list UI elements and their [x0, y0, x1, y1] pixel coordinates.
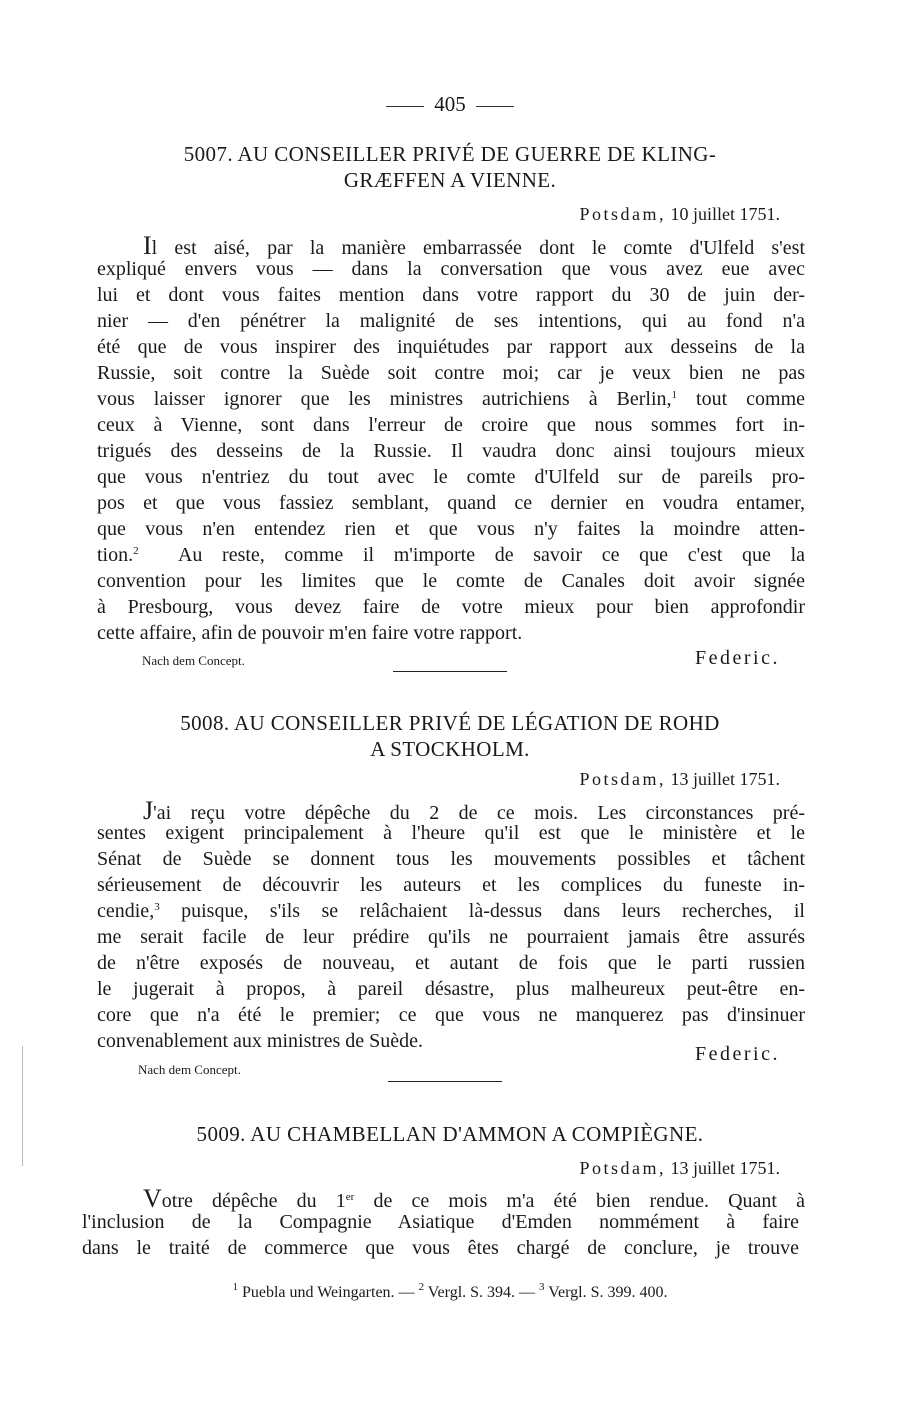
letter-5007-line: convention pour les limites que le comte de Canales doit avoir signée — [97, 570, 805, 592]
letter-5007-text: tout comme — [677, 388, 805, 410]
letter-5007-line — [143, 231, 805, 261]
separator-rule — [393, 671, 507, 672]
letter-5009-dateline — [579, 1158, 780, 1179]
letter-5007-line: à Presbourg, vous devez faire de votre mieux pour bien approfondir — [97, 596, 805, 618]
footnotes — [0, 1281, 900, 1302]
letter-5007-line: Russie, soit contre la Suède soit contre moi; car je veux bien ne pas — [97, 362, 805, 384]
letter-5008-line: de n'être exposés de nouveau, et autant de fois que le parti russien — [97, 952, 805, 974]
letter-5007-text: Au reste, comme il m'importe de savoir ce que c'est que la — [177, 544, 806, 566]
letter-5007-place: Potsdam, — [579, 204, 666, 224]
letter-5007-heading-line1: 5007. AU CONSEILLER PRIVÉ DE GUERRE DE KLING- — [183, 142, 717, 166]
letter-5008-line: sérieusement de découvrir les auteurs et les complices du funeste in- — [97, 874, 805, 896]
letter-5007-line: trigués des desseins de la Russie. Il vaudra donc ainsi toujours mieux — [97, 440, 805, 462]
letter-5008-text: puisque, s'ils se relâchaient là-dessus dans leurs recherches, il — [159, 900, 805, 922]
letter-5007-line: été que de vous inspirer des inquiétudes par rapport aux desseins de la — [97, 336, 805, 358]
letter-5008-text: 'ai reçu votre dépêche du 2 de ce mois. Les circonstances pré- — [153, 802, 805, 824]
letter-5008-line: convenablement aux ministres de Suède. — [97, 1030, 424, 1052]
letter-5008-heading-line1: 5008. AU CONSEILLER PRIVÉ DE LÉGATION DE ROHD — [180, 711, 720, 735]
page-number-text: 405 — [434, 92, 466, 116]
letter-5007-text: tion. — [97, 544, 134, 566]
letter-5009-date: 13 juillet 1751. — [670, 1158, 780, 1178]
letter-5007-line: pos et que vous fassiez semblant, quand ce dernier en voudra entamer, — [97, 492, 805, 514]
letter-5007-line — [97, 544, 805, 567]
letter-5008-line: le jugerait à propos, à pareil désastre, plus malheureux peut-être en- — [97, 978, 805, 1000]
letter-5009-place: Potsdam, — [579, 1158, 666, 1178]
letter-5008-signature: Federic. — [695, 1043, 780, 1065]
page-number — [0, 92, 900, 117]
footnote-text-3: Vergl. S. 399. 400. — [544, 1284, 668, 1301]
letter-5009-superscript: er — [345, 1191, 355, 1203]
footnote-ref-2: 2 — [133, 545, 139, 557]
letter-5008-heading-line2: A STOCKHOLM. — [370, 737, 530, 761]
letter-5008-line: Sénat de Suède se donnent tous les mouvements possibles et tâchent — [97, 848, 805, 870]
letter-5007-date: 10 juillet 1751. — [670, 204, 780, 224]
letter-5008-line: core que n'a été le premier; ce que vous ne manquerez pas d'insinuer — [97, 1004, 805, 1026]
footnote-text-1: Puebla und Weingarten. — — [237, 1284, 419, 1301]
letter-5008-date: 13 juillet 1751. — [670, 769, 780, 789]
letter-5008-line: sentes exigent principalement à l'heure qu'il est que le ministère et le — [97, 822, 805, 844]
footnote-number-3: 3 — [539, 1281, 545, 1293]
letter-5008-line: me serait facile de leur prédire qu'ils ne pourraient jamais être assurés — [97, 926, 805, 948]
letter-5007-text — [139, 544, 178, 566]
letter-5008-dateline — [579, 769, 780, 790]
letter-5008-place: Potsdam, — [579, 769, 666, 789]
letter-5008-line — [97, 900, 805, 923]
footnote-ref-3: 3 — [154, 901, 160, 913]
letter-5007-signature: Federic. — [695, 647, 780, 669]
margin-mark — [22, 1046, 23, 1166]
footnote-ref-1: 1 — [671, 389, 678, 401]
letter-5007-line: que vous n'en entendez rien et que vous n'y faites la moindre atten- — [97, 518, 805, 540]
letter-5009-text: de ce mois m'a été bien rendue. Quant à — [354, 1190, 805, 1212]
letter-5009-heading: 5009. AU CHAMBELLAN D'AMMON A COMPIÈGNE. — [196, 1122, 704, 1146]
footnote-number-1: 1 — [232, 1281, 238, 1293]
letter-5007-line: ceux à Vienne, sont dans l'erreur de croire que nous sommes fort in- — [97, 414, 805, 436]
letter-5007-line: expliqué envers vous — dans la conversation que vous avez eue avec — [97, 258, 805, 280]
letter-5007-line: cette affaire, afin de pouvoir m'en faire votre rapport. — [97, 622, 523, 644]
letter-5007-dateline — [579, 204, 780, 225]
letter-5007-line — [97, 388, 805, 411]
letter-5007-line: nier — d'en pénétrer la malignité de ses intentions, qui au fond n'a — [97, 310, 805, 332]
separator-rule — [388, 1081, 502, 1082]
letter-5007-line: lui et dont vous faites mention dans votre rapport du 30 de juin der- — [97, 284, 805, 306]
letter-5007-line: que vous n'entriez du tout avec le comte d'Ulfeld sur de pareils pro- — [97, 466, 805, 488]
page-number-dash-left — [386, 106, 424, 107]
letter-5009-line — [143, 1184, 805, 1214]
letter-5008-note: Nach dem Concept. — [138, 1062, 241, 1077]
page-number-dash-right — [476, 106, 514, 107]
footnote-number-2: 2 — [418, 1281, 425, 1293]
footnote-text-2: Vergl. S. 394. — — [424, 1284, 540, 1301]
letter-5009-dropcap: V — [143, 1184, 162, 1213]
letter-5008-dropcap: J — [143, 796, 154, 825]
letter-5007-dropcap: I — [143, 231, 152, 260]
letter-5009-text: otre dépêche du 1 — [161, 1190, 346, 1212]
letter-5008-text: cendie, — [97, 900, 155, 922]
letter-5009-line: dans le traité de commerce que vous êtes chargé de conclure, je trouve — [82, 1237, 799, 1259]
letter-5007-heading-line2: GRÆFFEN A VIENNE. — [343, 168, 557, 192]
letter-5007-text: l est aisé, par la manière embarrassée dont le comte d'Ulfeld s'est — [151, 237, 805, 259]
letter-5009-line: l'inclusion de la Compagnie Asiatique d'Emden nommément à faire — [82, 1211, 799, 1233]
letter-5007-note: Nach dem Concept. — [142, 653, 245, 668]
letter-5007-text: vous laisser ignorer que les ministres autrichiens à Berlin, — [97, 388, 672, 410]
